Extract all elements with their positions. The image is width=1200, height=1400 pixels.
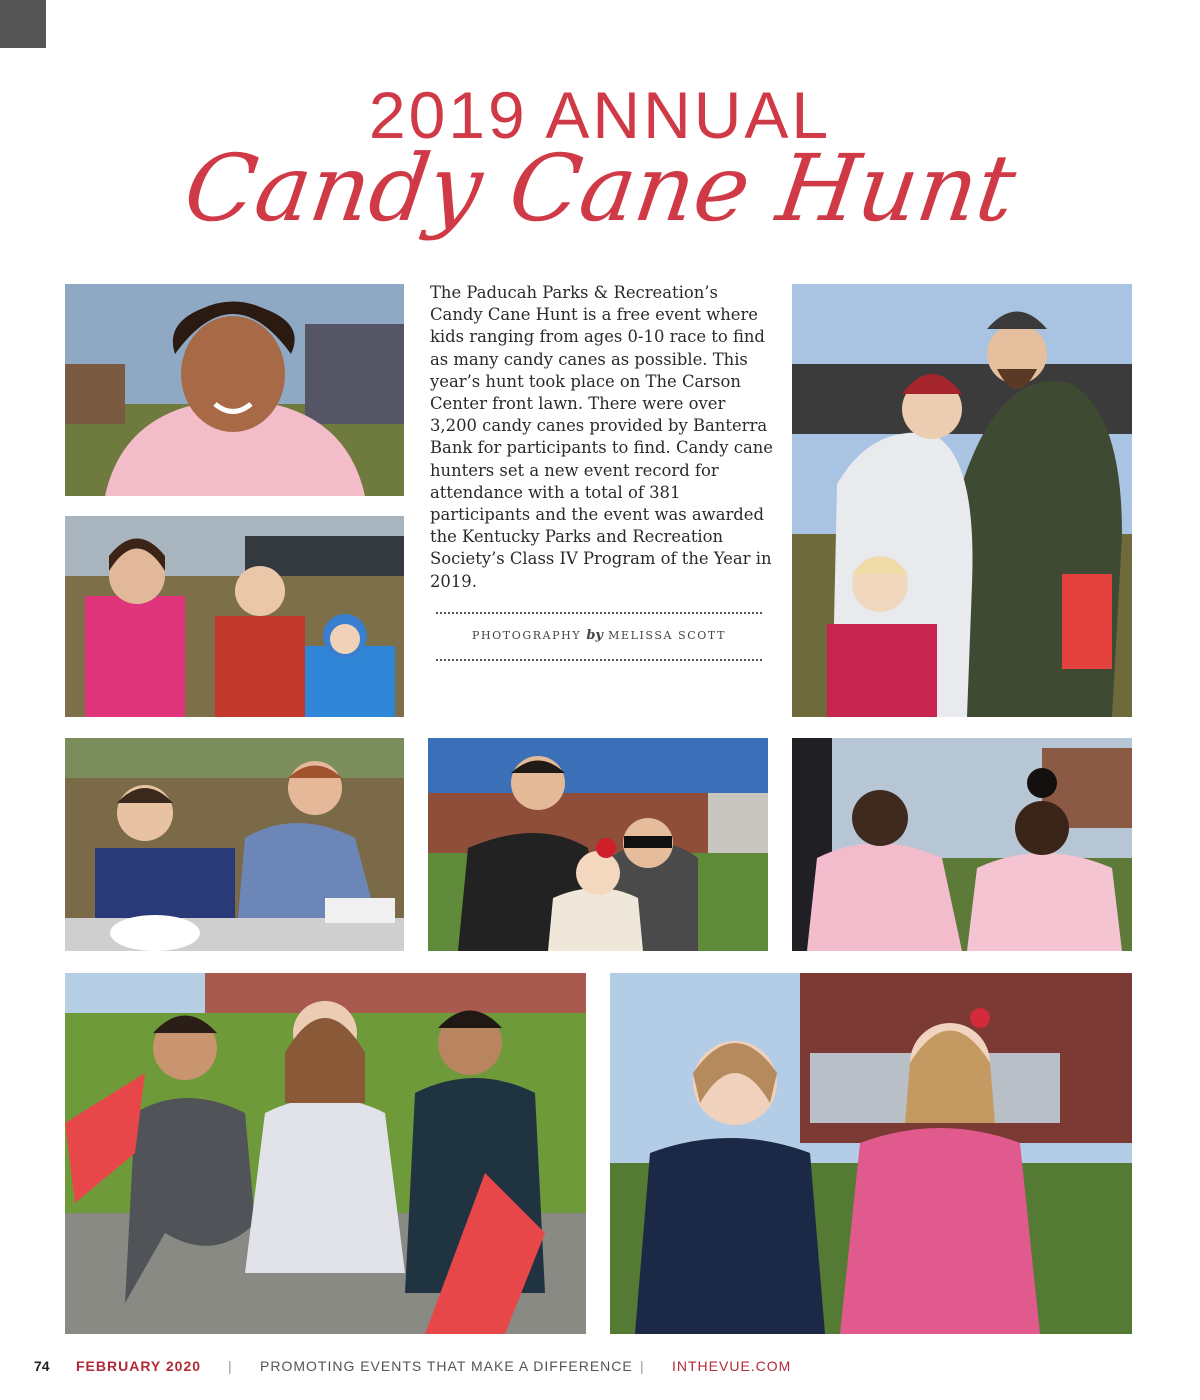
credit-by: by [586, 628, 603, 643]
photo-couple-toddler [428, 738, 768, 951]
photo-three-kids-sitting [65, 973, 586, 1334]
issue-date: FEBRUARY 2020 [76, 1358, 202, 1374]
footer-tagline: PROMOTING EVENTS THAT MAKE A DIFFERENCE [260, 1358, 633, 1374]
article-body: The Paducah Parks & Recreation’s Candy Cane Hunt is a free event where kids ranging from ages 0-10 race to find as many candy canes as possible. This year’s hunt took place on The Carson Center front lawn. There were over 3,200 candy canes provided by Banterra Bank for participants to find. Candy cane hunters set a new event record for attendance with a total of 381 participants and the event was awarded the Kentucky Parks and Recreation Society’s Class IV Program of the Year in 2019. [430, 283, 773, 591]
credit-divider-bottom [436, 659, 762, 661]
credit-divider-top [436, 612, 762, 614]
title-year: 2019 ANNUAL [368, 78, 832, 152]
credit-name: MELISSA SCOTT [608, 629, 727, 642]
title-script: Candy Cane Hunt [178, 135, 1022, 242]
footer-separator: | [228, 1358, 232, 1374]
photo-three-kids-jackets [65, 516, 404, 717]
photo-two-girls-candy-canes [610, 973, 1132, 1334]
corner-tab [0, 0, 46, 48]
photo-boy-woman-table [65, 738, 404, 951]
page-number: 74 [34, 1358, 50, 1374]
photo-two-girls-pink-coats [792, 738, 1132, 951]
credit-prefix: PHOTOGRAPHY [471, 629, 582, 642]
footer-separator: | [640, 1358, 644, 1374]
photo-girl-pink-jacket [65, 284, 404, 496]
photo-family-three [792, 284, 1132, 717]
page-footer [0, 1358, 1200, 1380]
footer-website: INTHEVUE.COM [672, 1358, 792, 1374]
photo-credit [436, 628, 762, 643]
